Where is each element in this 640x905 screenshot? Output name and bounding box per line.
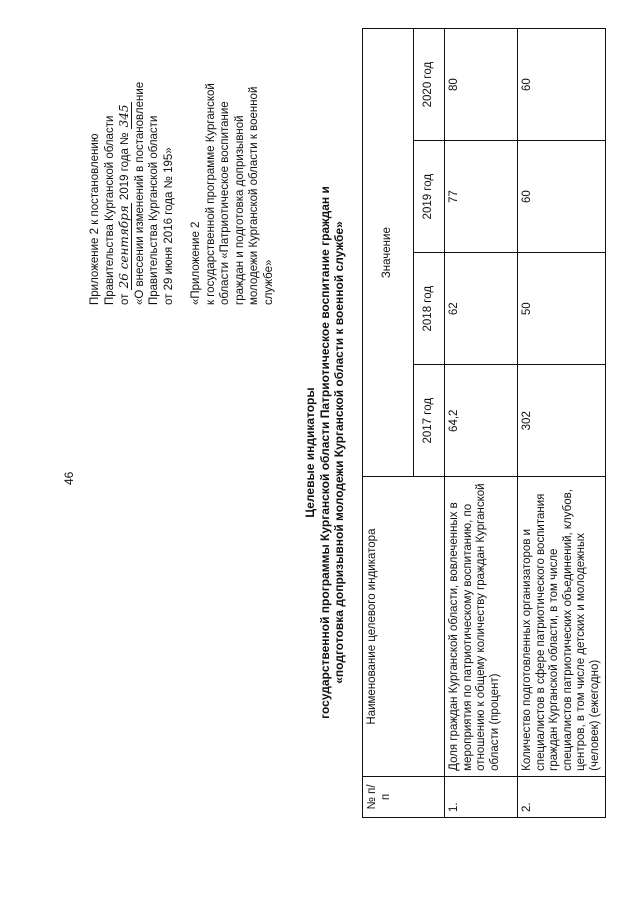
- indicators-table: [362, 28, 606, 818]
- indicator-name: Доля граждан Курганской области, вовлеченных в мероприятия по патриотическому воспитанию, по отношению к общему количеству граждан Курганской области (процент): [445, 477, 518, 777]
- stamp-line-4: «О внесении изменений в постановление: [133, 81, 146, 305]
- document-title: [303, 0, 347, 905]
- stamp-line-1: Приложение 2 к постановлению: [89, 133, 101, 305]
- year-header: 2019 год: [414, 141, 445, 253]
- stamp-line-3: [117, 5, 133, 305]
- year-header: 2020 год: [414, 29, 445, 141]
- stamp-line-2: [103, 5, 118, 305]
- stamp-line-2-rest: Курганской области: [103, 115, 116, 221]
- row-number: 1.: [445, 776, 518, 817]
- indicator-name: Количество подготовленных организаторов и специалистов в сфере патриотического воспитания граждан Курганской области, в том числе специалистов патриотических объединений, клубов, центров, в том числе детских и молодежных (человек) (ежегодно): [518, 477, 606, 777]
- sub-line-5: молодежи Курганской области к военной: [248, 86, 260, 305]
- value-cell: 80: [445, 29, 518, 141]
- stamp-line-3-prefix: от: [119, 293, 131, 305]
- col-header-num: № п/п: [363, 776, 445, 817]
- col-header-value: Значение: [363, 29, 414, 477]
- title-line-1: Целевые индикаторы: [303, 387, 317, 518]
- value-cell: 77: [445, 141, 518, 253]
- year-header: 2018 год: [414, 253, 445, 365]
- sub-line-4: граждан и подготовка допризывной: [233, 115, 246, 305]
- title-line-3: «подготовка допризывной молодежи Курганской области к военной службе»: [332, 221, 346, 684]
- sub-line-3: области «Патриотическое воспитание: [219, 101, 231, 305]
- value-cell: 302: [518, 365, 606, 477]
- table-row: [445, 29, 518, 818]
- row-number: 2.: [518, 776, 606, 817]
- title-line-2: государственной программы Курганской области Патриотическое воспитание граждан и: [317, 186, 332, 719]
- value-cell: 62: [445, 253, 518, 365]
- appendix-stamp: [88, 5, 276, 305]
- value-cell: 60: [518, 141, 606, 253]
- value-cell: 64,2: [445, 365, 518, 477]
- header-row: [363, 29, 414, 818]
- stamp-line-2-prefix: Правительства: [103, 224, 116, 305]
- handwritten-number: 345: [117, 104, 131, 128]
- stamp-line-3-mid: 2019 года №: [119, 132, 131, 201]
- sub-line-1: «Приложение 2: [190, 221, 202, 305]
- page-number: 46: [62, 471, 76, 485]
- sub-line-6: службе»: [262, 259, 275, 305]
- stamp-line-6: от 29 июня 2016 года № 195»: [162, 147, 175, 305]
- table-row: [518, 29, 606, 818]
- handwritten-date: 26 сентября: [117, 205, 131, 289]
- year-header: 2017 год: [414, 365, 445, 477]
- col-header-name: Наименование целевого индикатора: [363, 477, 445, 777]
- value-cell: 50: [518, 253, 606, 365]
- stamp-line-5: Правительства Курганской области: [148, 115, 160, 305]
- value-cell: 60: [518, 29, 606, 141]
- sub-line-2: к государственной программе Курганской: [204, 83, 217, 305]
